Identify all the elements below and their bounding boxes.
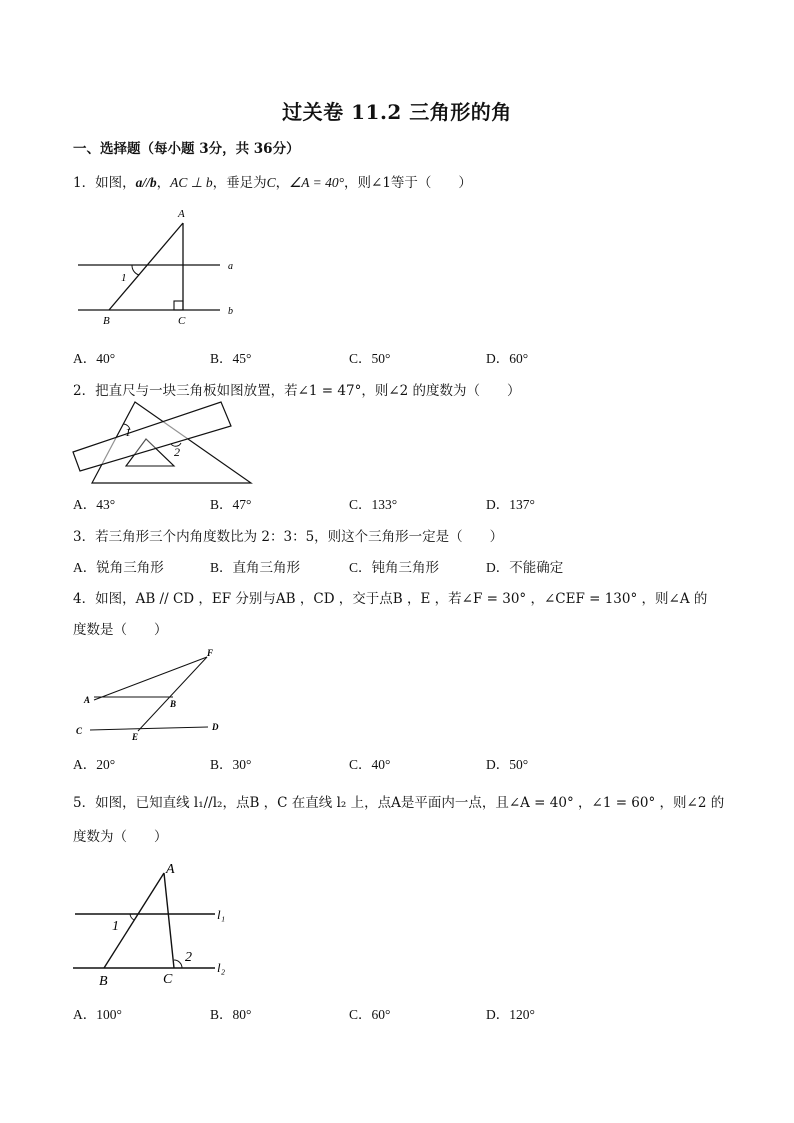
question-5-stem-line1: 5．如图，已知直线 l₁//l₂，点B ，C 在直线 l₂ 上，点A是平面内一点，且∠A = 40° ，∠1 = 60° ，则∠2 的 [73,795,725,811]
label-2: 2 [185,950,192,965]
question-3-stem: 3．若三角形三个内角度数比为 2：3：5，则这个三角形一定是（ ） [73,529,504,545]
q5-option-b[interactable]: B．80° [210,1007,252,1022]
label-D: D [212,722,219,732]
angle-1-arc [132,265,139,275]
label-C: C [163,972,173,987]
question-number: 5． [73,795,96,811]
label-E: E [132,732,139,742]
question-number: 1． [73,175,96,191]
label-B: B [103,315,110,327]
label-l1: l₁ [217,907,226,922]
label-A: A [166,862,175,877]
label-b: b [228,306,233,317]
q4-option-b[interactable]: B．30° [210,757,252,772]
q3-option-b[interactable]: B．直角三角形 [210,560,301,575]
q1-option-b[interactable]: B．45° [210,351,252,366]
label-2: 2 [174,445,180,459]
q4-option-a[interactable]: A．20° [73,757,116,772]
page-title: 过关卷 11.2 三角形的角 [282,100,512,124]
question-4-stem-line1: 4．如图，AB // CD ，EF 分别与AB ，CD ，交于点B ，E ，若∠F = 30° ，∠CEF = 130° ，则∠A 的 [73,591,708,607]
label-1: 1 [112,919,119,934]
q5-option-d[interactable]: D．120° [486,1007,535,1022]
label-C: C [178,315,186,327]
question-1-stem: 1．如图，a//b，AC ⊥ b，垂足为C，∠A = 40°，则∠1等于（ ） [73,175,472,191]
question-2-stem: 2．把直尺与一块三角板如图放置，若∠1 = 47°，则∠2 的度数为（ ） [73,383,521,399]
angle-2-arc [174,960,182,968]
ruler [73,402,231,471]
q5-option-c[interactable]: C．60° [349,1007,391,1022]
label-1: 1 [121,272,127,284]
question-2-figure [70,400,260,490]
label-l2: l₂ [217,960,226,975]
label-A: A [84,695,91,705]
q1-option-c[interactable]: C．50° [349,351,391,366]
q3-option-c[interactable]: C．钝角三角形 [349,560,440,575]
segment-fe [138,657,207,731]
q2-option-c[interactable]: C．133° [349,497,398,512]
q5-option-a[interactable]: A．100° [73,1007,122,1022]
label-1: 1 [125,425,131,439]
segment-ab [109,223,183,310]
q4-option-d[interactable]: D．50° [486,757,529,772]
question-number: 3． [73,529,96,545]
question-5-figure [70,855,240,990]
line-cd [90,727,208,730]
question-number: 4． [73,591,96,607]
q3-option-d[interactable]: D．不能确定 [486,560,564,575]
label-B: B [170,699,177,709]
q2-option-a[interactable]: A．43° [73,497,116,512]
label-C: C [76,726,83,736]
q3-option-a[interactable]: A．锐角三角形 [73,560,164,575]
question-number: 2． [73,383,96,399]
question-5-stem-line2: 度数为（ ） [73,829,168,845]
right-angle-mark [174,301,183,310]
q2-option-b[interactable]: B．47° [210,497,252,512]
segment-ac [164,873,174,968]
q1-option-d[interactable]: D．60° [486,351,529,366]
label-B: B [99,974,108,989]
q2-option-d[interactable]: D．137° [486,497,535,512]
question-4-stem-line2: 度数是（ ） [73,622,168,638]
segment-af [94,657,207,700]
section-heading: 一、选择题（每小题 3分，共 36分） [73,141,300,157]
label-A: A [178,208,185,220]
q4-option-c[interactable]: C．40° [349,757,391,772]
question-4-figure [70,645,230,740]
angle-1-arc [130,914,134,920]
q1-option-a[interactable]: A．40° [73,351,116,366]
label-F: F [207,648,214,658]
label-a: a [228,261,233,272]
question-1-figure [70,205,250,330]
